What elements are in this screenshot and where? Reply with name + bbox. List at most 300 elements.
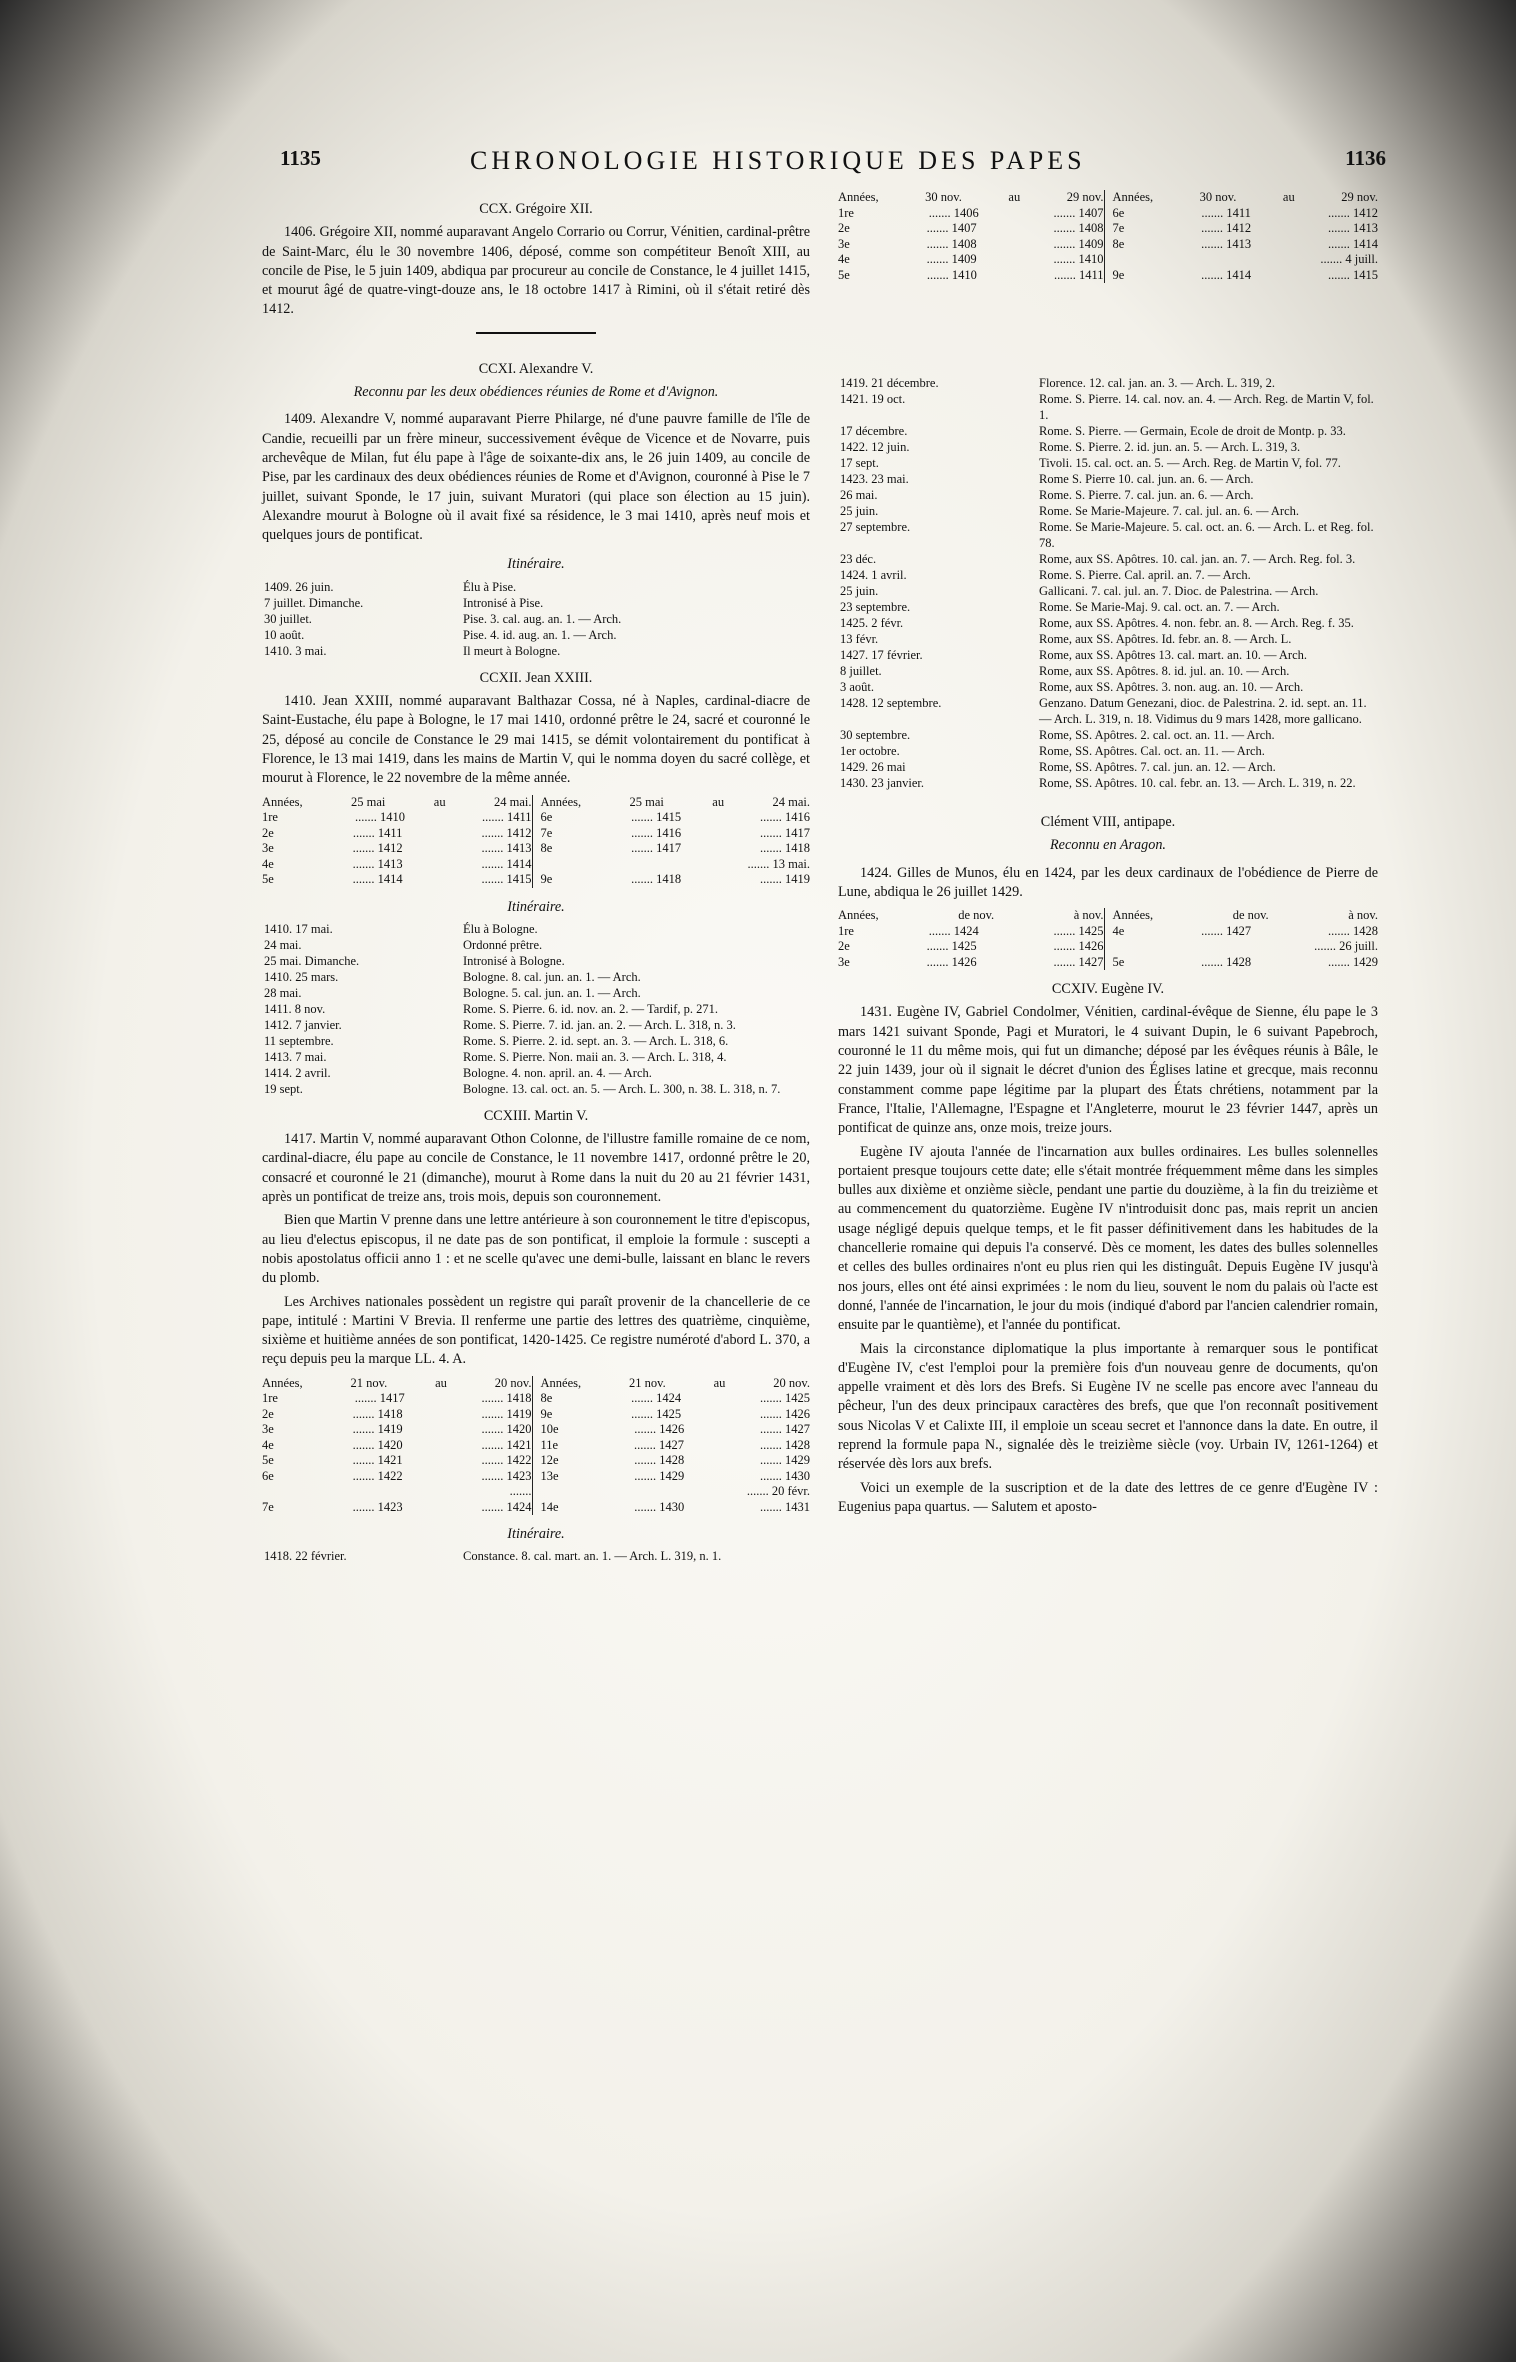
itinerary-row bbox=[838, 551, 1378, 567]
years-cell: ....... 1427 bbox=[634, 1437, 685, 1452]
itinerary-date: 1414. 2 avril. bbox=[264, 1065, 331, 1080]
years-header-cell: 21 nov. bbox=[629, 1375, 666, 1390]
paragraph: 1410. Jean XXIII, nommé auparavant Balthazar Cossa, né à Naples, cardinal-diacre de Saint-Eustache, élu pape à Bologne, le 17 mai 1410, ordonné prêtre le 24, sacré et couronné le 25, déposé au concile de Constance le 29 mai 1415, se démit volontairement du pontificat à Florence, le 13 mai 1419, dans les mains de Martin V, qui le nomma doyen du sacré collège, et mourut à Florence, le 22 novembre de la même année. bbox=[262, 693, 810, 787]
years-cell: 8e bbox=[1112, 236, 1125, 251]
itinerary-date: 17 décembre. bbox=[840, 424, 908, 438]
years-cell: ....... 1430 bbox=[634, 1499, 685, 1514]
years-row bbox=[262, 1407, 532, 1423]
years-header-cell: 24 mai. bbox=[772, 794, 810, 809]
years-row bbox=[838, 924, 1104, 940]
section-heading: CCXIII. Martin V. bbox=[483, 1107, 589, 1124]
years-cell: 9e bbox=[1112, 267, 1125, 282]
years-row bbox=[838, 221, 1104, 237]
years-cell: ....... 1408 bbox=[926, 236, 977, 251]
years-cell: ....... 1428 bbox=[1201, 954, 1252, 969]
itinerary-row bbox=[838, 615, 1378, 631]
years-row bbox=[541, 1391, 811, 1407]
years-cell: ....... 1427 bbox=[1053, 954, 1104, 969]
years-cell: ....... 1420 bbox=[352, 1437, 403, 1452]
years-cell: ....... 1428 bbox=[634, 1453, 685, 1468]
years-cell: ....... 1418 bbox=[481, 1391, 532, 1406]
years-cell: 9e bbox=[540, 872, 553, 887]
years-row bbox=[1113, 252, 1379, 268]
years-header-cell: 24 mai. bbox=[493, 794, 532, 809]
years-cell: ....... 1426 bbox=[760, 1406, 810, 1421]
itinerary-row bbox=[262, 595, 810, 611]
itinerary-row bbox=[262, 627, 810, 643]
years-row bbox=[541, 1469, 811, 1485]
years-cell: 3e bbox=[838, 954, 850, 969]
itinerary-heading: Itinéraire. bbox=[507, 556, 565, 573]
years-header-cell: 20 nov. bbox=[494, 1375, 532, 1390]
years-cell: 7e bbox=[262, 1499, 274, 1514]
itinerary-entry: Rome, aux SS. Apôtres 13. cal. mart. an. 10. — Arch. bbox=[1039, 648, 1308, 662]
itinerary-table bbox=[838, 375, 1378, 791]
itinerary-row bbox=[262, 953, 810, 969]
years-cell: 4e bbox=[1112, 923, 1125, 938]
years-row bbox=[541, 1407, 811, 1423]
itinerary-entry: Pise. 3. cal. aug. an. 1. — Arch. bbox=[463, 611, 622, 626]
years-cell: ....... 1426 bbox=[1053, 939, 1104, 954]
years-header-cell: 30 nov. bbox=[1199, 190, 1237, 204]
itinerary-entry: Rome. S. Pierre. 14. cal. nov. an. 4. — Arch. Reg. de Martin V, fol. 1. bbox=[1039, 392, 1374, 422]
itinerary-row bbox=[838, 695, 1378, 727]
itinerary-row bbox=[262, 985, 810, 1001]
years-row bbox=[1113, 206, 1379, 222]
itinerary-date: 1428. 12 septembre. bbox=[840, 696, 942, 710]
years-cell: 7e bbox=[1112, 221, 1125, 235]
section-heading: CCXI. Alexandre V. bbox=[478, 360, 594, 377]
years-header-cell: 25 mai bbox=[629, 794, 664, 809]
years-header-cell: 29 nov. bbox=[1066, 190, 1104, 204]
itinerary-entry: Rome, SS. Apôtres. 2. cal. oct. an. 11. — Arch. bbox=[1039, 728, 1275, 742]
years-cell: ....... 1414 bbox=[481, 856, 532, 871]
years-header-cell: Années, bbox=[838, 190, 879, 204]
itinerary-entry: Pise. 4. id. aug. an. 1. — Arch. bbox=[463, 627, 617, 642]
itinerary-date: 13 févr. bbox=[840, 632, 879, 646]
itinerary-entry: Il meurt à Bologne. bbox=[463, 643, 561, 658]
years-cell: ....... 1414 bbox=[1201, 267, 1252, 282]
years-row bbox=[1113, 924, 1379, 940]
running-title: CHRONOLOGIE HISTORIQUE DES PAPES bbox=[470, 146, 1086, 175]
years-cell: 2e bbox=[262, 825, 274, 840]
years-cell: 9e bbox=[540, 1406, 553, 1421]
years-cell: ....... 4 juill. bbox=[1320, 252, 1378, 266]
years-cell: 11e bbox=[540, 1437, 559, 1452]
itinerary-table bbox=[262, 1548, 810, 1564]
years-cell: 3e bbox=[262, 841, 274, 856]
years-cell: 1re bbox=[262, 810, 278, 825]
years-cell: ....... 1415 bbox=[631, 810, 682, 825]
itinerary-entry: Rome. S. Pierre. 2. id. sept. an. 3. — Arch. L. 318, 6. bbox=[463, 1033, 729, 1048]
itinerary-row bbox=[262, 1548, 810, 1564]
years-cell: 3e bbox=[262, 1422, 274, 1437]
itinerary-row bbox=[838, 471, 1378, 487]
years-cell: ....... 1424 bbox=[928, 923, 979, 938]
itinerary-row bbox=[838, 583, 1378, 599]
years-header-cell: au bbox=[713, 1375, 726, 1390]
itinerary-entry: Ordonné prêtre. bbox=[463, 937, 543, 952]
itinerary-date: 1424. 1 avril. bbox=[840, 568, 907, 582]
itinerary-date: 26 mai. bbox=[840, 488, 878, 502]
itinerary-date: 1430. 23 janvier. bbox=[840, 776, 925, 790]
section-heading: CCX. Grégoire XII. bbox=[479, 201, 593, 217]
itinerary-heading: Itinéraire. bbox=[507, 898, 565, 915]
years-cell: ....... 1415 bbox=[1328, 267, 1378, 282]
itinerary-row bbox=[262, 969, 810, 985]
years-cell: 7e bbox=[540, 825, 553, 840]
itinerary-date: 1427. 17 février. bbox=[840, 648, 923, 662]
years-header-cell: au bbox=[435, 1375, 447, 1390]
years-row bbox=[838, 939, 1104, 955]
itinerary-row bbox=[838, 631, 1378, 647]
section-subtitle: Reconnu en Aragon. bbox=[1050, 837, 1166, 854]
years-header-cell: 20 nov. bbox=[773, 1375, 810, 1390]
paragraph: Mais la circonstance diplomatique la plus importante à remarquer sous le pontificat d'Eugène IV, c'est l'emploi pour la première fois d'un nouveau genre de documents, qu'on appelle vraiment et dès lors des Brefs. Si Eugène IV ne scelle pas encore avec l'anneau du pêcheur, l'un des deux principaux caractères des brefs, que que l'on reconnaît positivement sous Nicolas V et Calixte III, il emploie un sceau secret et l'annonce dans la date. En outre, il reprend la formule papa N., signalée dès le treizième siècle (voy. Urbain IV, 1261-1264) et réservée dès lors aux brefs. bbox=[838, 1340, 1378, 1473]
years-cell: ....... 1426 bbox=[926, 954, 977, 969]
years-cell: ....... 1424 bbox=[481, 1499, 532, 1514]
itinerary-entry: Rome, SS. Apôtres. Cal. oct. an. 11. — Arch. bbox=[1039, 744, 1265, 758]
itinerary-row bbox=[838, 743, 1378, 759]
years-row bbox=[1113, 939, 1379, 955]
years-header-cell: Années, bbox=[838, 908, 879, 923]
paragraph: Bien que Martin V prenne dans une lettre antérieure à son couronnement le titre d'episcopus, au lieu d'electus episcopus, il ne date pas de son pontificat, il emploie la formule : suscepti a nobis apostolatus officii anno 1 : et ne scelle qu'avec une demi-bulle, laissant en blanc le revers du plomb. bbox=[262, 1212, 810, 1287]
years-cell: ....... 1412 bbox=[481, 825, 532, 840]
itinerary-date: 1413. 7 mai. bbox=[264, 1049, 327, 1064]
itinerary-entry: Rome. S. Pierre. Non. maii an. 3. — Arch. L. 318, 4. bbox=[463, 1049, 727, 1064]
years-column bbox=[532, 795, 811, 888]
years-column bbox=[838, 908, 1104, 970]
years-cell: 3e bbox=[838, 236, 850, 251]
itinerary-entry: Rome S. Pierre 10. cal. jun. an. 6. — Arch. bbox=[1039, 472, 1254, 486]
itinerary-row bbox=[262, 1049, 810, 1065]
years-cell: ....... 1415 bbox=[481, 872, 532, 887]
years-row bbox=[838, 206, 1104, 222]
years-row bbox=[262, 826, 532, 842]
years-cell: ....... 1409 bbox=[926, 252, 977, 266]
itinerary-date: 25 mai. Dimanche. bbox=[264, 953, 360, 968]
itinerary-date: 30 juillet. bbox=[264, 611, 312, 626]
itinerary-date: 19 sept. bbox=[264, 1081, 303, 1096]
itinerary-row bbox=[262, 611, 810, 627]
years-column bbox=[262, 1376, 532, 1516]
years-row bbox=[541, 1500, 811, 1516]
itinerary-row bbox=[838, 519, 1378, 551]
years-row bbox=[541, 1484, 811, 1500]
years-cell: 4e bbox=[838, 252, 850, 266]
divider bbox=[476, 332, 596, 334]
years-cell: ....... 1414 bbox=[352, 872, 403, 887]
years-cell: 4e bbox=[262, 1437, 274, 1452]
itinerary-entry: Bologne. 5. cal. jun. an. 1. — Arch. bbox=[463, 985, 641, 1000]
paragraph: Voici un exemple de la suscription et de la date des lettres de ce genre d'Eugène IV : Eugenius papa quartus. — Salutem et aposto- bbox=[838, 1479, 1378, 1515]
years-row bbox=[262, 1391, 532, 1407]
itinerary-row bbox=[262, 937, 810, 953]
years-column bbox=[838, 190, 1104, 283]
years-table bbox=[838, 908, 1378, 970]
years-cell: 5e bbox=[262, 1453, 274, 1468]
itinerary-entry: Rome, aux SS. Apôtres. 8. id. jul. an. 10. — Arch. bbox=[1039, 664, 1290, 678]
years-cell: ....... 1421 bbox=[352, 1453, 403, 1468]
itinerary-date: 3 août. bbox=[840, 680, 875, 694]
years-row bbox=[541, 810, 811, 826]
years-row bbox=[262, 810, 532, 826]
years-cell: ....... 1416 bbox=[760, 810, 810, 825]
itinerary-date: 30 septembre. bbox=[840, 728, 911, 742]
itinerary-row bbox=[838, 599, 1378, 615]
years-cell: ....... 1406 bbox=[928, 205, 979, 220]
years-row bbox=[1113, 268, 1379, 284]
itinerary-date: 1411. 8 nov. bbox=[264, 1001, 326, 1016]
years-header-cell: Années, bbox=[540, 1375, 582, 1390]
itinerary-entry: Intronisé à Pise. bbox=[463, 595, 544, 610]
itinerary-row bbox=[838, 775, 1378, 791]
itinerary-entry: Genzano. Datum Genezani, dioc. de Palestrina. 2. id. sept. an. 11. — Arch. L. 319, n. 18. Vidimus du 9 mars 1428, more gallicano. bbox=[1039, 696, 1367, 726]
itinerary-entry: Rome. S. Pierre. 6. id. nov. an. 2. — Tardif, p. 271. bbox=[463, 1001, 718, 1016]
section-heading: CCXII. Jean XXIII. bbox=[479, 669, 593, 686]
years-column bbox=[262, 795, 532, 888]
years-header-cell: de nov. bbox=[958, 908, 995, 923]
years-header-cell: 21 nov. bbox=[350, 1375, 388, 1390]
years-cell: ....... 1412 bbox=[1201, 221, 1252, 235]
itinerary-date: 1410. 17 mai. bbox=[264, 921, 333, 936]
itinerary-date: 1422. 12 juin. bbox=[840, 440, 910, 454]
itinerary-entry: Rome, aux SS. Apôtres. 10. cal. jan. an. 7. — Arch. Reg. fol. 3. bbox=[1039, 552, 1356, 566]
itinerary-date: 1418. 22 février. bbox=[264, 1549, 347, 1564]
years-cell: ....... 1428 bbox=[1328, 923, 1378, 938]
itinerary-date: 1412. 7 janvier. bbox=[264, 1017, 342, 1032]
paragraph: 1409. Alexandre V, nommé auparavant Pierre Philarge, né d'une pauvre famille de l'île de Candie, recueilli par un frère mineur, successivement évêque de Vicence et de Novarre, puis archevêque de Milan, fut élu pape à l'âge de soixante-dix ans, le 26 juin 1409, au concile de Pise, par les cardinaux des deux obédiences réunies de Rome et d'Avignon, couronné à Pise le 7 juillet, suivant Sponde, le 17 juin, suivant Muratori (qui place son élection au 15 juin). Alexandre mourut à Bologne où il avait fixé sa résidence, le 3 mai 1410, après neuf mois et quelques jours de pontificat. bbox=[262, 411, 810, 544]
years-cell: ....... 1430 bbox=[760, 1468, 810, 1483]
years-cell: 5e bbox=[262, 872, 274, 887]
years-cell: 8e bbox=[540, 1391, 553, 1406]
years-cell: ....... 1413 bbox=[481, 841, 532, 856]
years-cell: ....... 1417 bbox=[631, 841, 682, 856]
itinerary-row bbox=[838, 759, 1378, 775]
itinerary-date: 25 juin. bbox=[840, 584, 879, 598]
itinerary-entry: Élu à Pise. bbox=[463, 579, 517, 594]
itinerary-row bbox=[262, 921, 810, 937]
itinerary-date: 23 septembre. bbox=[840, 600, 911, 614]
itinerary-date: 1409. 26 juin. bbox=[264, 579, 334, 594]
years-cell: ....... 1424 bbox=[631, 1391, 682, 1406]
itinerary-date: 1421. 19 oct. bbox=[840, 392, 906, 406]
years-cell: ....... 1429 bbox=[1328, 954, 1378, 969]
years-header-cell: Années, bbox=[1112, 190, 1154, 204]
years-column bbox=[1104, 190, 1379, 283]
years-cell: ....... 1425 bbox=[631, 1406, 682, 1421]
itinerary-date: 24 mai. bbox=[264, 937, 302, 952]
itinerary-date: 11 septembre. bbox=[264, 1033, 334, 1048]
itinerary-row bbox=[262, 643, 810, 659]
years-cell: ....... 1420 bbox=[481, 1422, 532, 1437]
years-header-cell: 30 nov. bbox=[925, 190, 962, 204]
years-cell: ....... 1427 bbox=[760, 1422, 810, 1437]
page-number-left: 1135 bbox=[280, 146, 321, 170]
years-header-cell: Années, bbox=[262, 794, 303, 809]
years-cell: ....... 1413 bbox=[1328, 221, 1378, 235]
years-cell: 6e bbox=[540, 810, 553, 825]
years-column bbox=[532, 1376, 811, 1516]
years-cell: ....... 1411 bbox=[1201, 205, 1251, 220]
years-header-cell: 25 mai bbox=[351, 794, 386, 809]
years-cell: 1re bbox=[838, 205, 854, 220]
years-cell: ....... 1412 bbox=[352, 841, 403, 856]
years-header-cell: au bbox=[1282, 190, 1295, 204]
itinerary-row bbox=[262, 1081, 810, 1097]
years-header-cell: au bbox=[712, 794, 725, 809]
years-cell: ....... 13 mai. bbox=[747, 856, 810, 871]
itinerary-entry: Rome. S. Pierre. 2. id. jun. an. 5. — Arch. L. 319, 3. bbox=[1039, 440, 1301, 454]
years-cell: ....... 20 févr. bbox=[746, 1484, 810, 1499]
years-cell: ....... 1411 bbox=[481, 810, 532, 825]
years-cell: ....... 1427 bbox=[1201, 923, 1252, 938]
itinerary-date: 1419. 21 décembre. bbox=[840, 376, 939, 390]
spacer bbox=[838, 289, 1378, 375]
years-cell: ....... 1429 bbox=[634, 1468, 685, 1483]
years-row bbox=[262, 1422, 532, 1438]
years-cell: ....... 1414 bbox=[1328, 236, 1378, 251]
years-header-cell: au bbox=[433, 794, 446, 809]
itinerary-date: 25 juin. bbox=[840, 504, 879, 518]
paragraph: 1424. Gilles de Munos, élu en 1424, par les deux cardinaux de l'obédience de Pierre de Lune, abdiqua le 26 juillet 1429. bbox=[838, 864, 1378, 900]
years-row bbox=[541, 857, 811, 873]
itinerary-row bbox=[838, 727, 1378, 743]
years-row bbox=[1113, 955, 1379, 971]
years-row bbox=[838, 252, 1104, 268]
years-cell: ....... 1411 bbox=[1053, 267, 1104, 282]
years-cell: 14e bbox=[540, 1499, 559, 1514]
years-cell: ....... 1413 bbox=[1201, 236, 1252, 251]
itinerary-date: 1er octobre. bbox=[840, 744, 900, 758]
itinerary-entry: Rome. Se Marie-Majeure. 5. cal. oct. an. 6. — Arch. L. et Reg. fol. 78. bbox=[1039, 520, 1374, 550]
years-table bbox=[262, 1376, 810, 1516]
itinerary-entry: Rome. S. Pierre. Cal. april. an. 7. — Arch. bbox=[1039, 568, 1251, 582]
years-row bbox=[541, 826, 811, 842]
right-column bbox=[838, 190, 1378, 1521]
page-number-right: 1136 bbox=[1345, 146, 1386, 170]
itinerary-row bbox=[838, 679, 1378, 695]
itinerary-row bbox=[838, 423, 1378, 439]
itinerary-row bbox=[838, 567, 1378, 583]
years-header-cell: de nov. bbox=[1232, 908, 1269, 923]
years-cell: ....... 1407 bbox=[1053, 205, 1104, 220]
paragraph: 1406. Grégoire XII, nommé auparavant Angelo Corrario ou Corrur, Vénitien, cardinal-prêtre de Saint-Marc, élu le 30 novembre 1406, déposé, comme son compétiteur Benoît XIII, au concile de Pise, le 5 juin 1409, abdiqua par procureur au concile de Constance, le 4 juillet 1415, et mourut âgé de quatre-vingt-douze ans, le 18 octobre 1417 à Rimini, où il s'était retiré dès 1412. bbox=[262, 224, 810, 318]
years-cell: ....... 1431 bbox=[760, 1499, 810, 1514]
years-cell: ....... 1409 bbox=[1053, 236, 1104, 251]
years-cell: 2e bbox=[262, 1406, 274, 1421]
years-cell: 6e bbox=[262, 1468, 274, 1483]
paragraph: 1431. Eugène IV, Gabriel Condolmer, Vénitien, cardinal-évêque de Sienne, élu pape le 3 mars 1421 suivant Sponde, Pagi et Muratori, le 4 suivant Dupin, le 6 suivant Papebroch, couronné le 11 du même mois, qui fut un dimanche; déposé par les évêques réunis à Bâle, le 22 juin 1439, jour où il signait le décret d'union des Églises latine et grecque, mais reconnu constamment comme pape légitime par la plupart des États chrétiens, notamment par la France, l'Italie, l'Allemagne, l'Espagne et l'Angleterre, mourut le 23 février 1447, après un pontificat de quinze ans, onze mois, treize jours. bbox=[838, 1004, 1378, 1137]
years-row bbox=[838, 268, 1104, 284]
years-row bbox=[262, 1484, 532, 1500]
itinerary-row bbox=[262, 1065, 810, 1081]
years-header-cell: Années, bbox=[1112, 908, 1154, 923]
years-cell: ....... 1422 bbox=[352, 1468, 403, 1483]
itinerary-entry: Tivoli. 15. cal. oct. an. 5. — Arch. Reg. de Martin V, fol. 77. bbox=[1039, 456, 1341, 470]
years-row bbox=[838, 955, 1104, 971]
years-row bbox=[1113, 237, 1379, 253]
years-cell: ....... 1423 bbox=[352, 1499, 403, 1514]
years-cell: ....... 1426 bbox=[634, 1422, 685, 1437]
itinerary-row bbox=[838, 503, 1378, 519]
itinerary-row bbox=[262, 1033, 810, 1049]
years-row bbox=[541, 1438, 811, 1454]
years-cell: ....... 1410 bbox=[354, 810, 405, 825]
years-row bbox=[262, 1453, 532, 1469]
itinerary-date: 1410. 3 mai. bbox=[264, 643, 327, 658]
years-table bbox=[262, 795, 810, 888]
years-cell: ....... 1419 bbox=[352, 1422, 403, 1437]
itinerary-entry: Rome. Se Marie-Majeure. 7. cal. jul. an. 6. — Arch. bbox=[1039, 504, 1299, 518]
years-header-cell: Années, bbox=[540, 794, 582, 809]
itinerary-date: 23 déc. bbox=[840, 552, 877, 566]
itinerary-date: 17 sept. bbox=[840, 456, 879, 470]
years-table bbox=[838, 190, 1378, 283]
itinerary-table bbox=[262, 579, 810, 659]
itinerary-row bbox=[838, 487, 1378, 503]
itinerary-row bbox=[262, 579, 810, 595]
years-cell: ....... 1428 bbox=[760, 1437, 810, 1452]
itinerary-entry: Bologne. 8. cal. jun. an. 1. — Arch. bbox=[463, 969, 641, 984]
years-cell: ....... 1429 bbox=[760, 1453, 810, 1468]
years-cell: 5e bbox=[1112, 954, 1125, 969]
years-cell: ....... 1408 bbox=[1053, 221, 1104, 235]
itinerary-heading: Itinéraire. bbox=[507, 1526, 565, 1543]
years-cell: 4e bbox=[262, 856, 274, 871]
years-header-cell: 29 nov. bbox=[1341, 190, 1378, 204]
years-header-cell: Années, bbox=[262, 1375, 303, 1390]
itinerary-row bbox=[838, 647, 1378, 663]
years-cell: 1re bbox=[838, 923, 854, 938]
years-cell: ....... 1411 bbox=[352, 825, 403, 840]
itinerary-date: 27 septembre. bbox=[840, 520, 911, 534]
years-cell: ....... 1418 bbox=[352, 1406, 403, 1421]
years-cell: ....... 1410 bbox=[1053, 252, 1104, 266]
paragraph: 1417. Martin V, nommé auparavant Othon Colonne, de l'illustre famille romaine de ce nom, cardinal-diacre, élu pape au concile de Constance, le 11 novembre 1417, ordonné prêtre le 20, consacré et couronné le 21 (dimanche), mourut à Rome dans la nuit du 20 au 21 février 1431, après un pontificat de treize ans, trois mois, depuis son couronnement. bbox=[262, 1131, 810, 1206]
years-row bbox=[262, 872, 532, 888]
itinerary-entry: Rome, aux SS. Apôtres. 4. non. febr. an. 8. — Arch. Reg. f. 35. bbox=[1039, 616, 1354, 630]
years-cell: ....... 1425 bbox=[1053, 923, 1104, 938]
itinerary-entry: Bologne. 4. non. april. an. 4. — Arch. bbox=[463, 1065, 652, 1080]
years-row bbox=[541, 872, 811, 888]
years-cell: ....... 1419 bbox=[481, 1406, 532, 1421]
itinerary-entry: Rome. S. Pierre. 7. cal. jun. an. 6. — Arch. bbox=[1039, 488, 1254, 502]
itinerary-date: 28 mai. bbox=[264, 985, 302, 1000]
years-cell: 10e bbox=[540, 1422, 559, 1437]
itinerary-entry: Rome. Se Marie-Maj. 9. cal. oct. an. 7. — Arch. bbox=[1039, 600, 1280, 614]
years-row bbox=[262, 1469, 532, 1485]
itinerary-date: 1410. 25 mars. bbox=[264, 969, 339, 984]
years-cell: ....... 1410 bbox=[926, 267, 977, 282]
years-cell: 13e bbox=[540, 1468, 559, 1483]
itinerary-date: 7 juillet. Dimanche. bbox=[264, 595, 364, 610]
years-cell: 12e bbox=[540, 1453, 559, 1468]
years-cell: 6e bbox=[1112, 205, 1125, 220]
years-cell: ....... 1418 bbox=[631, 872, 682, 887]
years-row bbox=[262, 1438, 532, 1454]
years-header-cell: à nov. bbox=[1073, 908, 1104, 923]
years-cell: ....... 1423 bbox=[481, 1468, 532, 1483]
section-heading: CCXIV. Eugène IV. bbox=[1051, 981, 1165, 998]
itinerary-row bbox=[262, 1017, 810, 1033]
itinerary-entry: Constance. 8. cal. mart. an. 1. — Arch. L. 319, n. 1. bbox=[463, 1549, 722, 1564]
itinerary-entry: Rome, aux SS. Apôtres. 3. non. aug. an. 10. — Arch. bbox=[1039, 680, 1304, 694]
years-cell: ....... 1413 bbox=[352, 856, 403, 871]
itinerary-entry: Élu à Bologne. bbox=[463, 921, 538, 936]
years-row bbox=[838, 237, 1104, 253]
years-row bbox=[262, 857, 532, 873]
